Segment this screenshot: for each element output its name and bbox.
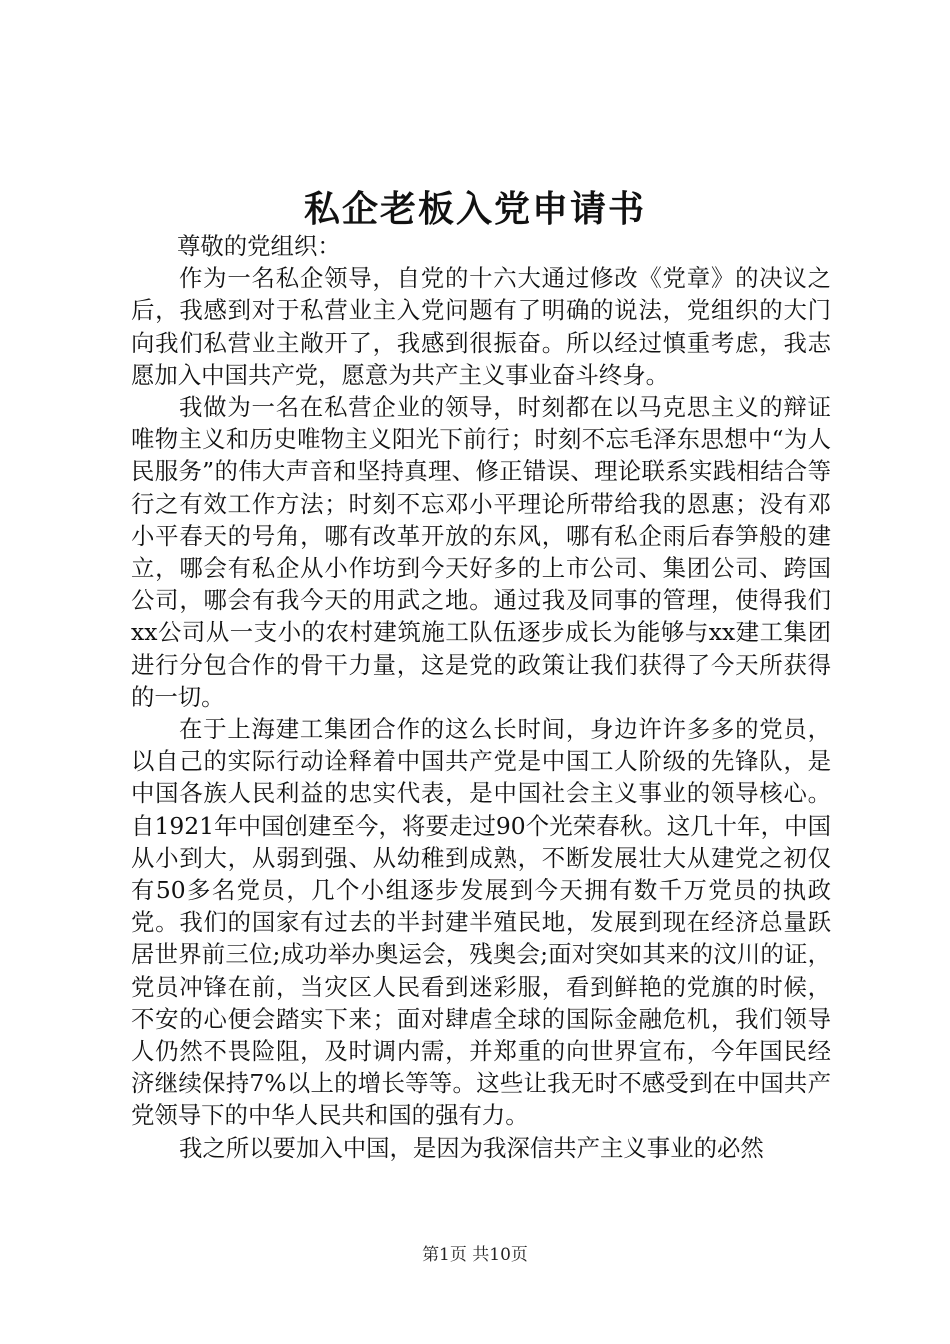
document-title: 私企老板入党申请书 (303, 188, 646, 230)
page-number-footer: 第1页 共10页 (422, 1245, 528, 1265)
document-body (131, 230, 831, 1164)
paragraph-3: 在于上海建工集团合作的这么长时间，身边许许多多的党员，以自己的实际行动诠释着中国共产党是中国工人阶级的先锋队，是中国各族人民利益的忠实代表，是中国社会主义事业的领导核心。自1921年中国创建至今，将要走过90个光荣春秋。这几十年，中国从小到大，从弱到强、从幼稚到成熟，不断发展壮大从建党之初仅有50多名党员，几个小组逐步发展到今天拥有数千万党员的执政党。我们的国家有过去的半封建半殖民地，发展到现在经济总量跃居世界前三位;成功举办奥运会，残奥会;面对突如其来的汶川的证，党员冲锋在前，当灾区人民看到迷彩服，看到鲜艳的党旗的时候，不安的心便会踏实下来；面对肆虐全球的国际金融危机，我们领导人仍然不畏险阻，及时调内需，并郑重的向世界宣布，今年国民经济继续保持7%以上的增长等等。这些让我无时不感受到在中国共产党领导下的中华人民共和国的强有力。 (131, 715, 831, 1130)
paragraph-2: 我做为一名在私营企业的领导，时刻都在以马克思主义的辩证唯物主义和历史唯物主义阳光下前行；时刻不忘毛泽东思想中“为人民服务”的伟大声音和坚持真理、修正错误、理论联系实践相结合等行之有效工作方法；时刻不忘邓小平理论所带给我的恩惠；没有邓小平春天的号角，哪有改革开放的东风，哪有私企雨后春笋般的建立，哪会有私企从小作坊到今天好多的上市公司、集团公司、跨国公司，哪会有我今天的用武之地。通过我及同事的管理，使得我们xx公司从一支小的农村建筑施工队伍逐步成长为能够与xx建工集团进行分包合作的骨干力量，这是党的政策让我们获得了今天所获得的一切。 (131, 393, 831, 711)
salutation: 尊敬的党组织： (177, 232, 341, 260)
paragraph-1: 作为一名私企领导，自党的十六大通过修改《党章》的决议之后，我感到对于私营业主入党问题有了明确的说法，党组织的大门向我们私营业主敞开了，我感到很振奋。所以经过慎重考虑，我志愿加入中国共产党，愿意为共产主义事业奋斗终身。 (131, 264, 831, 389)
paragraph-4: 我之所以要加入中国，是因为我深信共产主义事业的必然 (179, 1133, 764, 1162)
